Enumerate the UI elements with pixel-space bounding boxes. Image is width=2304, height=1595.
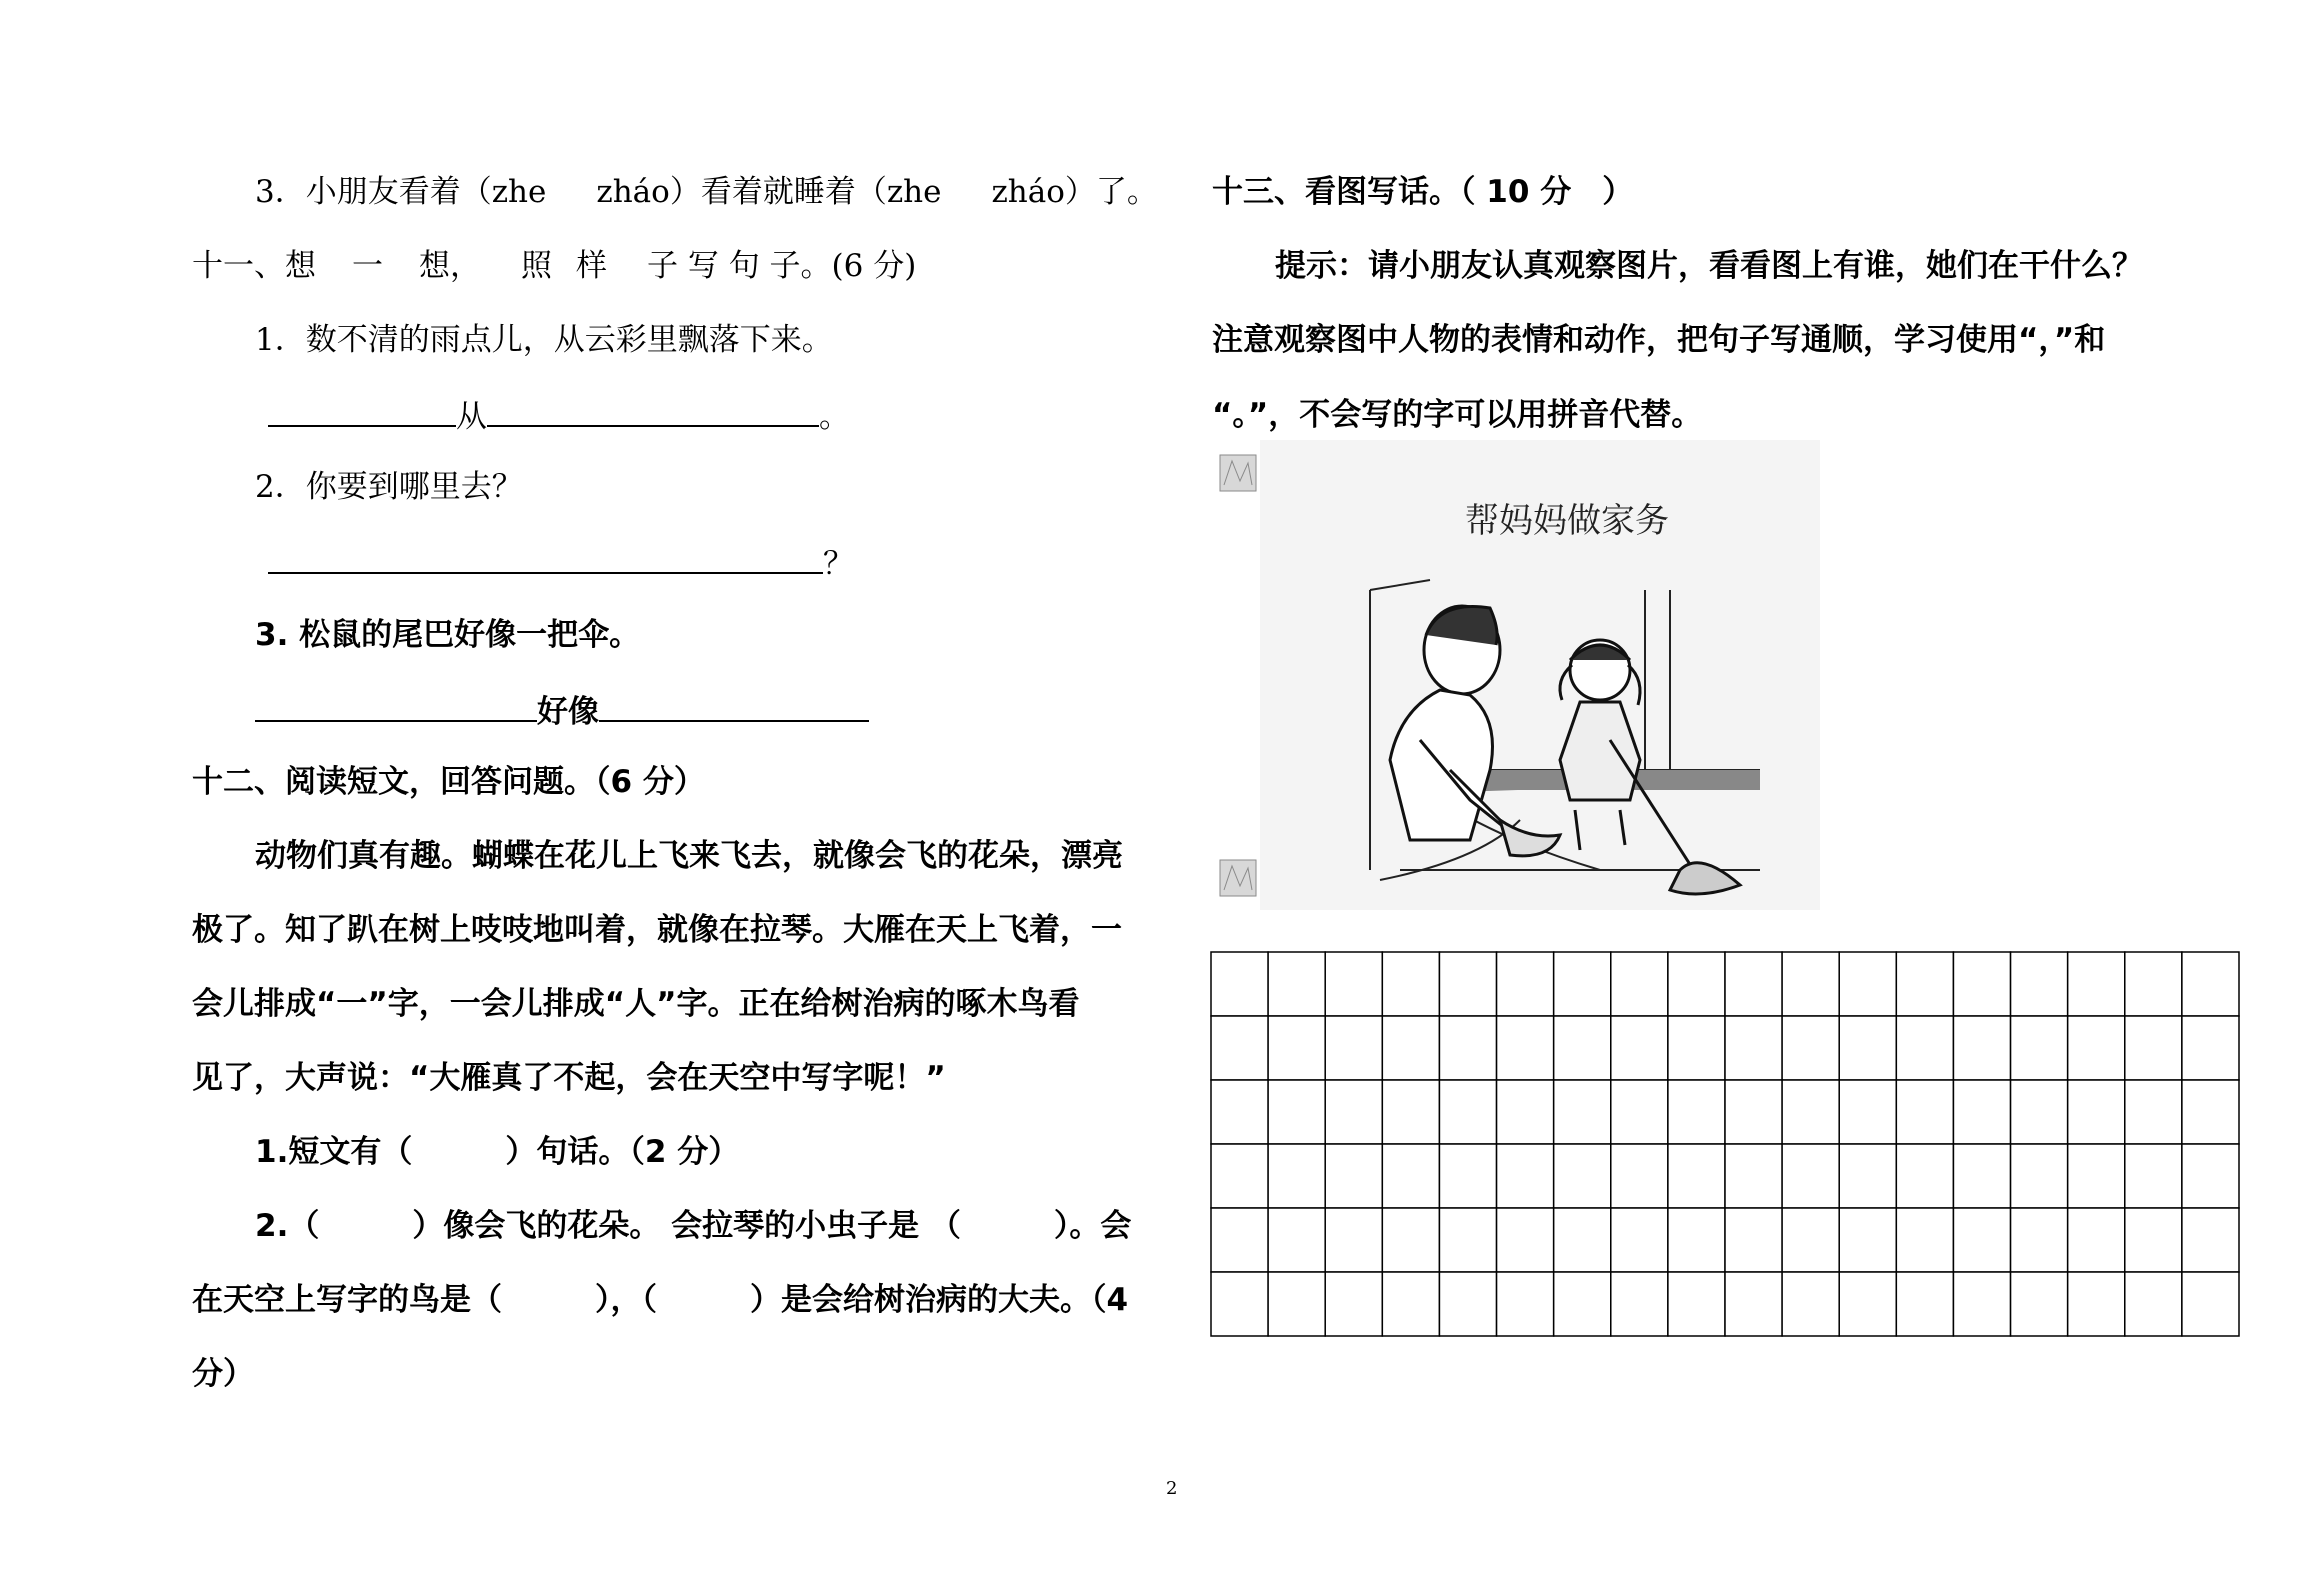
- grid-cell[interactable]: [1839, 1080, 1896, 1144]
- grid-cell[interactable]: [1611, 1016, 1668, 1080]
- grid-cell[interactable]: [2011, 1272, 2068, 1336]
- grid-cell[interactable]: [1611, 952, 1668, 1016]
- grid-cell[interactable]: [1782, 1144, 1839, 1208]
- grid-cell[interactable]: [1668, 1144, 1725, 1208]
- grid-cell[interactable]: [1782, 1272, 1839, 1336]
- grid-cell[interactable]: [1896, 1080, 1953, 1144]
- grid-cell[interactable]: [1382, 1144, 1439, 1208]
- grid-cell[interactable]: [2125, 1272, 2182, 1336]
- grid-cell[interactable]: [1439, 1144, 1496, 1208]
- grid-cell[interactable]: [1668, 952, 1725, 1016]
- grid-cell[interactable]: [1896, 1144, 1953, 1208]
- grid-cell[interactable]: [2068, 1208, 2125, 1272]
- grid-cell[interactable]: [1439, 1016, 1496, 1080]
- grid-cell[interactable]: [1211, 1272, 1268, 1336]
- grid-cell[interactable]: [1211, 952, 1268, 1016]
- grid-cell[interactable]: [1611, 1208, 1668, 1272]
- grid-cell[interactable]: [1782, 1080, 1839, 1144]
- grid-cell[interactable]: [2068, 1144, 2125, 1208]
- grid-cell[interactable]: [2125, 952, 2182, 1016]
- s11-title-b: 一: [352, 248, 383, 284]
- grid-cell[interactable]: [1668, 1080, 1725, 1144]
- grid-cell[interactable]: [1839, 1272, 1896, 1336]
- grid-cell[interactable]: [1439, 1208, 1496, 1272]
- grid-cell[interactable]: [2011, 1016, 2068, 1080]
- grid-cell[interactable]: [2125, 1080, 2182, 1144]
- housework-illustration: [1200, 440, 1820, 910]
- answer-blank[interactable]: [268, 542, 823, 574]
- grid-cell[interactable]: [1382, 1208, 1439, 1272]
- grid-cell[interactable]: [1554, 1016, 1611, 1080]
- grid-cell[interactable]: [1497, 1016, 1554, 1080]
- q10-item3-part1: 3．小朋友看着（zhe: [255, 174, 547, 210]
- grid-cell[interactable]: [1268, 1080, 1325, 1144]
- grid-cell[interactable]: [1439, 1080, 1496, 1144]
- passage-line-4: 见了，大声说：“大雁真了不起，会在天空中写字呢！”: [192, 1060, 946, 1096]
- grid-cell[interactable]: [1325, 1208, 1382, 1272]
- s11-item3: 3. 松鼠的尾巴好像一把伞。: [255, 617, 641, 653]
- section-12-title: 十二、阅读短文，回答问题。（6 分）: [192, 764, 705, 800]
- grid-cell[interactable]: [2182, 1080, 2239, 1144]
- grid-cell[interactable]: [1497, 1208, 1554, 1272]
- grid-cell[interactable]: [1668, 1208, 1725, 1272]
- grid-cell[interactable]: [1896, 1272, 1953, 1336]
- grid-cell[interactable]: [1211, 1208, 1268, 1272]
- s11-item1-mid: 从: [456, 399, 487, 435]
- grid-cell[interactable]: [1268, 1144, 1325, 1208]
- grid-cell[interactable]: [2182, 1208, 2239, 1272]
- grid-cell[interactable]: [1554, 952, 1611, 1016]
- grid-cell[interactable]: [1611, 1272, 1668, 1336]
- grid-cell[interactable]: [1782, 952, 1839, 1016]
- grid-cell[interactable]: [1725, 1208, 1782, 1272]
- q10-item3-part2: zháo）看着就睡着（zhe: [596, 174, 942, 210]
- grid-cell[interactable]: [2182, 1144, 2239, 1208]
- grid-cell[interactable]: [1439, 1272, 1496, 1336]
- grid-cell[interactable]: [1211, 1016, 1268, 1080]
- section-13-title: 十三、看图写话。（ 10 分 ）: [1212, 174, 1634, 210]
- grid-cell[interactable]: [1554, 1272, 1611, 1336]
- grid-cell[interactable]: [1497, 1080, 1554, 1144]
- answer-blank[interactable]: [255, 690, 537, 722]
- grid-cell[interactable]: [1725, 1144, 1782, 1208]
- s11-item1: 1．数不清的雨点儿，从云彩里飘落下来。: [255, 322, 833, 358]
- hint-line-3: “。”，不会写的字可以用拼音代替。: [1212, 397, 1703, 433]
- grid-cell[interactable]: [2068, 1272, 2125, 1336]
- s11-item2-end: ？: [823, 546, 854, 582]
- q10-item3: [255, 172, 1158, 212]
- passage-line-1: 动物们真有趣。蝴蝶在花儿上飞来飞去，就像会飞的花朵，漂亮: [255, 838, 1123, 874]
- grid-cell[interactable]: [1382, 1080, 1439, 1144]
- answer-blank[interactable]: [599, 690, 869, 722]
- grid-cell[interactable]: [2125, 1016, 2182, 1080]
- grid-cell[interactable]: [2068, 1080, 2125, 1144]
- grid-cell[interactable]: [2011, 1080, 2068, 1144]
- s12-question-2a: 2.（ ）像会飞的花朵。 会拉琴的小虫子是 （ ）。会: [255, 1208, 1132, 1244]
- s11-item2-answer: [268, 542, 854, 584]
- grid-cell[interactable]: [2182, 1272, 2239, 1336]
- grid-cell[interactable]: [2011, 1144, 2068, 1208]
- grid-cell[interactable]: [1211, 1144, 1268, 1208]
- answer-blank[interactable]: [487, 395, 819, 427]
- grid-cell[interactable]: [1554, 1080, 1611, 1144]
- s12-question-1: 1.短文有（ ）句话。（2 分）: [255, 1134, 740, 1170]
- s12-question-2b: 在天空上写字的鸟是（ ），（ ）是会给树治病的大夫。（4: [192, 1282, 1129, 1318]
- grid-cell[interactable]: [1382, 952, 1439, 1016]
- grid-cell[interactable]: [1725, 1272, 1782, 1336]
- grid-cell[interactable]: [1668, 1272, 1725, 1336]
- grid-cell[interactable]: [1211, 1080, 1268, 1144]
- s11-item3-answer: [255, 690, 869, 732]
- grid-cell[interactable]: [1953, 1016, 2010, 1080]
- grid-cell[interactable]: [2068, 1016, 2125, 1080]
- s11-title-a: 十一、想: [192, 248, 316, 284]
- s11-title-f: 子 写 句 子。(6 分): [647, 248, 917, 284]
- grid-cell[interactable]: [1953, 1272, 2010, 1336]
- grid-cell[interactable]: [1325, 1272, 1382, 1336]
- grid-cell[interactable]: [1439, 952, 1496, 1016]
- s11-item2: 2．你要到哪里去？: [255, 469, 523, 505]
- writing-grid-svg[interactable]: [1210, 951, 2240, 1337]
- s11-item1-answer: [268, 395, 850, 437]
- grid-cell[interactable]: [1668, 1016, 1725, 1080]
- grid-cell[interactable]: [1382, 1272, 1439, 1336]
- grid-cell[interactable]: [1611, 1144, 1668, 1208]
- grid-cell[interactable]: [2068, 952, 2125, 1016]
- grid-cell[interactable]: [1782, 1016, 1839, 1080]
- page-number: 2: [1166, 1478, 1178, 1499]
- grid-cell[interactable]: [1839, 1144, 1896, 1208]
- grid-cell[interactable]: [2125, 1208, 2182, 1272]
- s11-title-e: 样: [576, 248, 607, 284]
- grid-cell[interactable]: [1782, 1208, 1839, 1272]
- grid-cell[interactable]: [1497, 1144, 1554, 1208]
- grid-cell[interactable]: [1839, 1208, 1896, 1272]
- s11-item3-mid: 好像: [537, 694, 599, 730]
- section-11-title: [192, 246, 916, 286]
- grid-cell[interactable]: [1268, 1016, 1325, 1080]
- answer-blank[interactable]: [268, 395, 456, 427]
- grid-cell[interactable]: [1839, 952, 1896, 1016]
- passage-line-3: 会儿排成“一”字，一会儿排成“人”字。正在给树治病的啄木鸟看: [192, 986, 1080, 1022]
- q10-item3-part3: zháo）了。: [991, 174, 1158, 210]
- grid-cell[interactable]: [1725, 952, 1782, 1016]
- grid-cell[interactable]: [1725, 1080, 1782, 1144]
- grid-cell[interactable]: [1953, 952, 2010, 1016]
- grid-cell[interactable]: [2125, 1144, 2182, 1208]
- grid-cell[interactable]: [1554, 1208, 1611, 1272]
- grid-cell[interactable]: [1611, 1080, 1668, 1144]
- grid-cell[interactable]: [1325, 952, 1382, 1016]
- grid-cell[interactable]: [2011, 1208, 2068, 1272]
- grid-cell[interactable]: [1497, 952, 1554, 1016]
- grid-cell[interactable]: [1554, 1144, 1611, 1208]
- s11-title-d: 照: [521, 248, 552, 284]
- hint-line-1: 提示：请小朋友认真观察图片，看看图上有谁，她们在干什么？: [1275, 248, 2143, 284]
- grid-cell[interactable]: [1325, 1144, 1382, 1208]
- grid-cell[interactable]: [1896, 1208, 1953, 1272]
- grid-cell[interactable]: [1497, 1272, 1554, 1336]
- grid-cell[interactable]: [1839, 1016, 1896, 1080]
- passage-line-2: 极了。知了趴在树上吱吱地叫着，就像在拉琴。大雁在天上飞着，一: [192, 912, 1122, 948]
- grid-cell[interactable]: [1953, 1144, 2010, 1208]
- grid-cell[interactable]: [1325, 1016, 1382, 1080]
- grid-cell[interactable]: [2182, 952, 2239, 1016]
- grid-cell[interactable]: [1953, 1080, 2010, 1144]
- grid-cell[interactable]: [1896, 1016, 1953, 1080]
- hint-line-2: 注意观察图中人物的表情和动作，把句子写通顺，学习使用“，”和: [1212, 322, 2106, 358]
- grid-cell[interactable]: [1325, 1080, 1382, 1144]
- grid-cell[interactable]: [2182, 1016, 2239, 1080]
- s11-item1-end: 。: [819, 399, 850, 435]
- picture-title: 帮妈妈做家务: [1465, 501, 1669, 541]
- grid-cell[interactable]: [2011, 952, 2068, 1016]
- grid-cell[interactable]: [1268, 1272, 1325, 1336]
- grid-cell[interactable]: [1382, 1016, 1439, 1080]
- grid-cell[interactable]: [1725, 1016, 1782, 1080]
- grid-cell[interactable]: [1953, 1208, 2010, 1272]
- grid-cell[interactable]: [1268, 1208, 1325, 1272]
- grid-cell[interactable]: [1896, 952, 1953, 1016]
- writing-grid[interactable]: [1210, 951, 2240, 1341]
- s12-question-2c: 分）: [192, 1356, 254, 1392]
- s11-title-c: 想，: [419, 248, 481, 284]
- grid-cell[interactable]: [1268, 952, 1325, 1016]
